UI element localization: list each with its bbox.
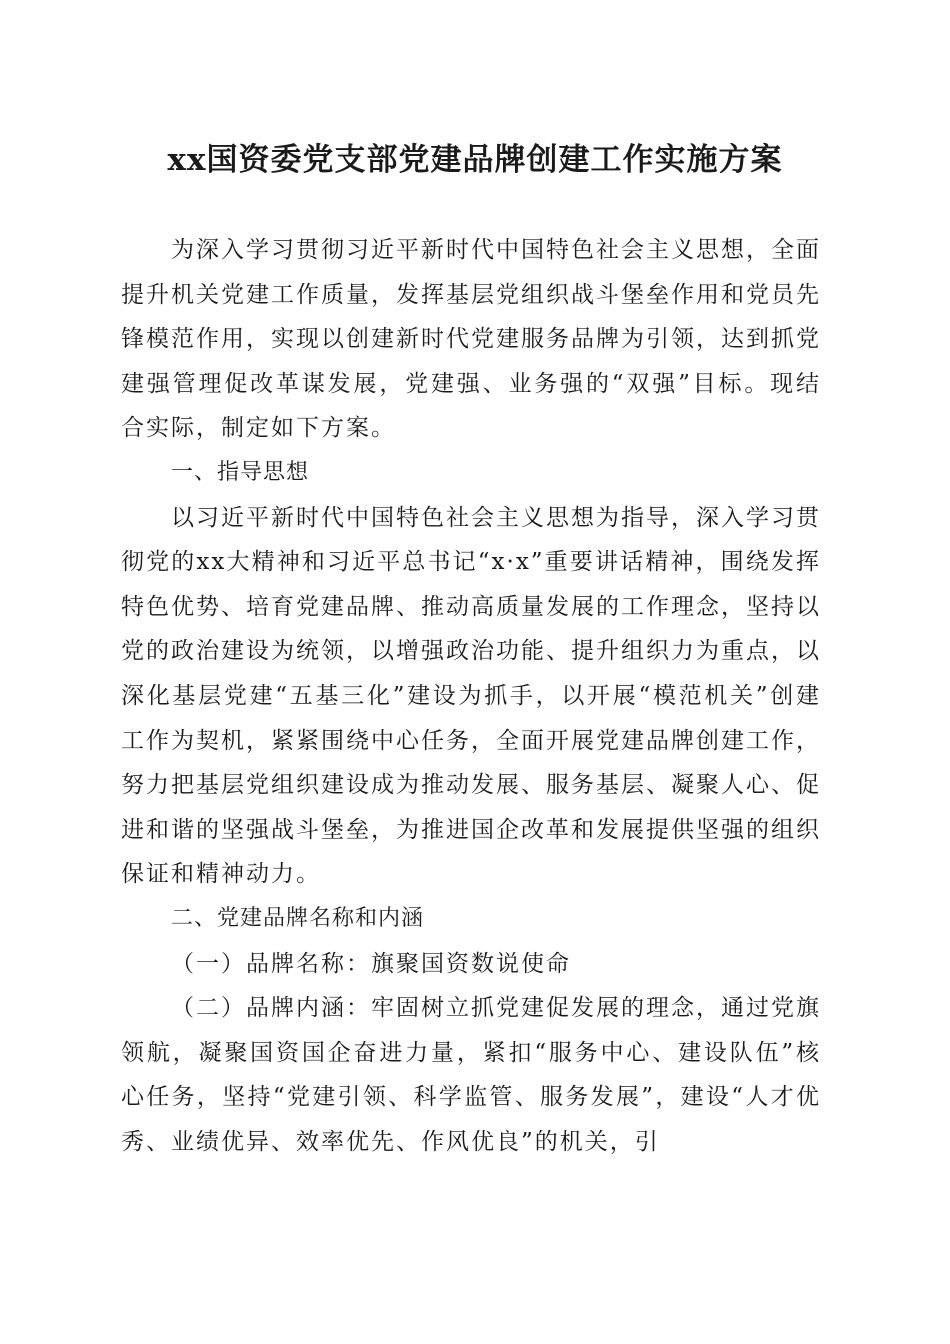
section-heading-guiding-ideology: 一、指导思想 (171, 459, 310, 485)
document-body (121, 228, 821, 1164)
section-heading-brand-name-connotation: 二、党建品牌名称和内涵 (171, 905, 425, 931)
document-title: xx国资委党支部党建品牌创建工作实施方案 (167, 142, 783, 178)
brand-name-paragraph: （一）品牌名称：旗聚国资数说使命 (171, 950, 571, 977)
brand-connotation-paragraph: （二）品牌内涵：牢固树立抓党建促发展的理念，通过党旗领航，凝聚国资国企奋进力量，紧扣“服务中心、建设队伍”核心任务，坚持“党建引领、科学监管、服务发展”，建设“人才优秀、业绩优异、效率优先、作风优良”的机关，引 (121, 995, 821, 1155)
guiding-ideology-paragraph: 以习近平新时代中国特色社会主义思想为指导，深入学习贯彻党的xx大精神和习近平总书记“x·x”重要讲话精神，围绕发挥特色优势、培育党建品牌、推动高质量发展的工作理念，坚持以党的政治建设为统领，以增强政治功能、提升组织力为重点，以深化基层党建“五基三化”建设为抓手，以开展“模范机关”创建工作为契机，紧紧围绕中心任务，全面开展党建品牌创建工作，努力把基层党组织建设成为推动发展、服务基层、凝聚人心、促进和谐的坚强战斗堡垒，为推进国企改革和发展提供坚强的组织保证和精神动力。 (121, 504, 821, 888)
intro-paragraph: 为深入学习贯彻习近平新时代中国特色社会主义思想，全面提升机关党建工作质量，发挥基层党组织战斗堡垒作用和党员先锋模范作用，实现以创建新时代党建服务品牌为引领，达到抓党建强管理促改革谋发展，党建强、业务强的“双强”目标。现结合实际，制定如下方案。 (121, 237, 821, 442)
